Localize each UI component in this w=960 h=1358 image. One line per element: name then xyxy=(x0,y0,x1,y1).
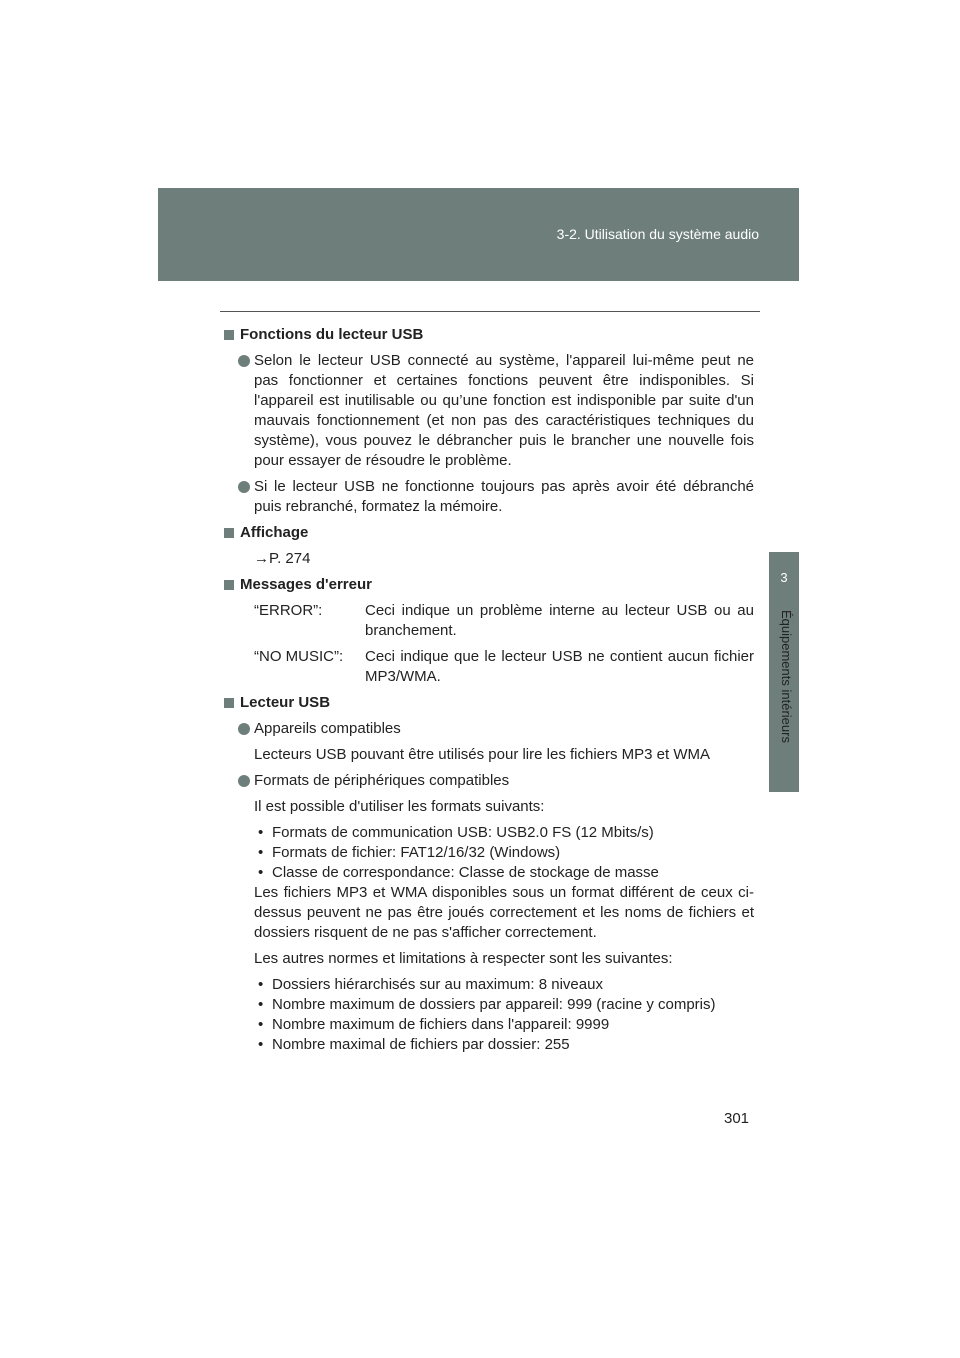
limits-list xyxy=(224,975,754,1055)
page-reference: →P. 274 xyxy=(254,550,311,567)
bullet-item: Selon le lecteur USB connecté au système, l'appareil lui-même peut ne pas fonctionner et certaines fonctions peuvent être indisponibles. Si l'appareil est inutilisable ou qu’une fonction est indisponible par suite d'un mauvais fonctionnement (et non pas des caractéristiques techniques du système), vous pouvez le débrancher puis le brancher une nouvelle fois pour essayer de résoudre le problème. xyxy=(224,351,754,471)
bullet-item: Si le lecteur USB ne fonctionne toujours pas après avoir été débranché puis rebranché, formatez la mémoire. xyxy=(224,477,754,517)
paragraph: Il est possible d'utiliser les formats suivants: xyxy=(254,798,545,815)
chapter-title: Équipements intérieurs xyxy=(779,610,794,743)
page-number: 301 xyxy=(724,1110,750,1127)
paragraph: Les fichiers MP3 et WMA disponibles sous un format différent de ceux ci-dessus peuvent ne pas être joués correctement et les noms de fichiers et dossiers risquent de ne pas s'afficher correctement. xyxy=(254,884,754,941)
paragraph: Lecteurs USB pouvant être utilisés pour lire les fichiers MP3 et WMA xyxy=(254,746,711,763)
square-icon xyxy=(224,528,234,538)
paragraph: Les autres normes et limitations à respecter sont les suivantes: xyxy=(254,950,673,967)
bullet-item: Appareils compatibles xyxy=(224,719,754,739)
error-code: “ERROR”: xyxy=(254,602,323,619)
heading-lecteur: Lecteur USB xyxy=(224,693,754,713)
heading-affichage: Affichage xyxy=(224,523,754,543)
chapter-number: 3 xyxy=(780,570,788,585)
list-item: • Nombre maximum de dossiers par appareil: 999 (racine y compris) xyxy=(254,995,754,1015)
list-item: • Nombre maximum de fichiers dans l'appareil: 9999 xyxy=(254,1015,754,1035)
heading-messages: Messages d'erreur xyxy=(224,575,754,595)
square-icon xyxy=(224,698,234,708)
error-description: Ceci indique que le lecteur USB ne contient aucun fichier MP3/WMA. xyxy=(365,648,754,685)
error-message-item xyxy=(254,647,754,687)
bullet-dot-icon xyxy=(238,355,250,367)
bullet-dot-icon xyxy=(238,481,250,493)
section-header xyxy=(158,188,799,281)
list-item: • Nombre maximal de fichiers par dossier: 255 xyxy=(254,1035,754,1055)
error-code: “NO MUSIC”: xyxy=(254,648,344,665)
list-item: • Formats de fichier: FAT12/16/32 (Windows) xyxy=(254,843,754,863)
heading-fonctions: Fonctions du lecteur USB xyxy=(224,325,754,345)
square-icon xyxy=(224,580,234,590)
square-icon xyxy=(224,330,234,340)
formats-list xyxy=(224,823,754,883)
bullet-dot-icon xyxy=(238,723,250,735)
chapter-title-wrap xyxy=(778,610,798,790)
error-message-item xyxy=(254,601,754,641)
list-item: • Formats de communication USB: USB2.0 FS (12 Mbits/s) xyxy=(254,823,754,843)
list-item: • Classe de correspondance: Classe de stockage de masse xyxy=(254,863,754,883)
section-title: 3-2. Utilisation du système audio xyxy=(556,226,759,242)
list-item: • Dossiers hiérarchisés sur au maximum: 8 niveaux xyxy=(254,975,754,995)
page-content xyxy=(224,325,754,1061)
error-messages-list xyxy=(224,601,754,687)
bullet-dot-icon xyxy=(238,775,250,787)
top-divider xyxy=(220,311,760,312)
error-description: Ceci indique un problème interne au lecteur USB ou au branchement. xyxy=(365,602,754,639)
bullet-item: Formats de périphériques compatibles xyxy=(224,771,754,791)
